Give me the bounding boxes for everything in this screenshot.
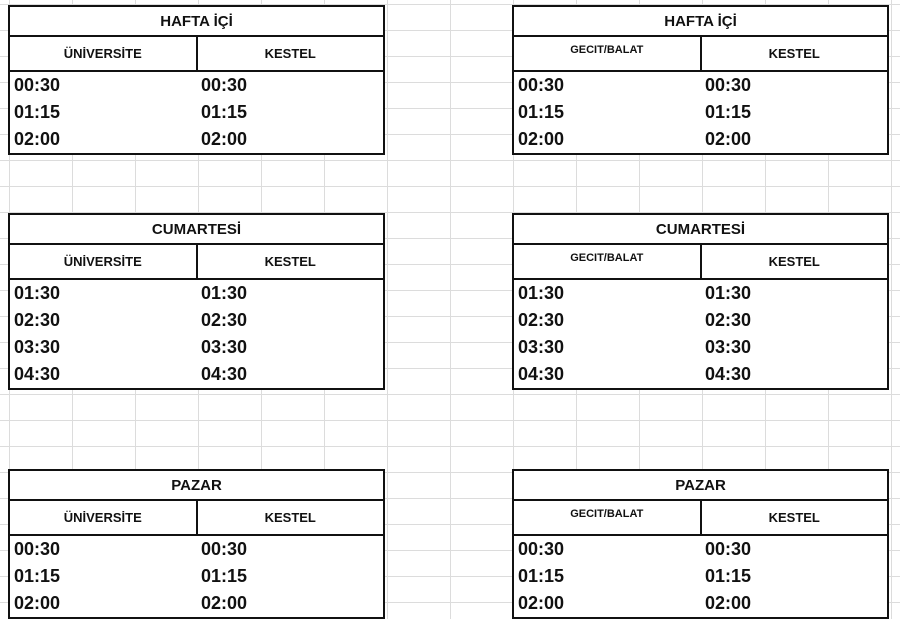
table-row	[10, 590, 383, 617]
column-header-kestel: KESTEL	[264, 254, 316, 269]
time-cell: 01:30	[201, 283, 248, 303]
column-header-origin: ÜNİVERSİTE	[10, 245, 198, 278]
column-header-origin: GECIT/BALAT	[514, 37, 702, 70]
column-header-origin: GECIT/BALAT	[514, 245, 702, 278]
table-row	[10, 280, 383, 307]
time-cell: 03:30	[705, 337, 752, 357]
time-cell: 00:30	[14, 539, 61, 559]
time-cell: 04:30	[705, 364, 752, 384]
schedule-table-sunday-gecit-balat	[512, 469, 889, 619]
table-row	[514, 280, 887, 307]
table-row	[514, 126, 887, 153]
table-title: CUMARTESİ	[514, 215, 887, 245]
table-title: PAZAR	[514, 471, 887, 501]
table-row	[10, 307, 383, 334]
time-cell: 02:30	[201, 310, 248, 330]
time-cell: 01:15	[14, 102, 61, 122]
schedule-table-weekday-universite	[8, 5, 385, 155]
table-row	[514, 536, 887, 563]
time-cell: 02:00	[14, 129, 61, 149]
column-header-origin: GECIT/BALAT	[514, 501, 702, 534]
time-cell: 01:15	[201, 102, 248, 122]
column-header-kestel: KESTEL	[264, 510, 316, 525]
time-cell: 00:30	[201, 539, 248, 559]
time-cell: 01:15	[518, 102, 565, 122]
table-title: HAFTA İÇİ	[514, 7, 887, 37]
column-header-kestel: KESTEL	[768, 510, 820, 525]
time-cell: 02:00	[518, 129, 565, 149]
time-cell: 03:30	[201, 337, 248, 357]
column-header-kestel: KESTEL	[768, 46, 820, 61]
time-cell: 04:30	[201, 364, 248, 384]
table-row	[10, 361, 383, 388]
time-cell: 01:15	[705, 566, 752, 586]
time-cell: 00:30	[14, 75, 61, 95]
time-cell: 00:30	[705, 539, 752, 559]
table-row	[514, 307, 887, 334]
time-cell: 02:30	[518, 310, 565, 330]
table-row	[10, 126, 383, 153]
time-cell: 04:30	[14, 364, 61, 384]
column-header-origin: ÜNİVERSİTE	[10, 37, 198, 70]
time-cell: 01:15	[201, 566, 248, 586]
time-cell: 01:30	[518, 283, 565, 303]
time-cell: 02:00	[705, 593, 752, 613]
time-cell: 01:30	[14, 283, 61, 303]
time-cell: 02:30	[705, 310, 752, 330]
time-cell: 03:30	[14, 337, 61, 357]
table-row	[514, 563, 887, 590]
schedule-table-saturday-gecit-balat	[512, 213, 889, 390]
table-title: CUMARTESİ	[10, 215, 383, 245]
table-row	[514, 99, 887, 126]
table-row	[10, 72, 383, 99]
time-cell: 04:30	[518, 364, 565, 384]
table-title: PAZAR	[10, 471, 383, 501]
table-row	[10, 334, 383, 361]
schedule-table-sunday-universite	[8, 469, 385, 619]
table-row	[514, 590, 887, 617]
schedule-table-saturday-universite	[8, 213, 385, 390]
time-cell: 00:30	[201, 75, 248, 95]
table-row	[10, 563, 383, 590]
column-header-kestel: KESTEL	[768, 254, 820, 269]
table-row	[514, 334, 887, 361]
time-cell: 02:00	[518, 593, 565, 613]
time-cell: 02:00	[14, 593, 61, 613]
table-row	[514, 361, 887, 388]
time-cell: 03:30	[518, 337, 565, 357]
column-header-kestel: KESTEL	[264, 46, 316, 61]
time-cell: 02:30	[14, 310, 61, 330]
time-cell: 00:30	[518, 539, 565, 559]
time-cell: 02:00	[201, 129, 248, 149]
table-row	[514, 72, 887, 99]
time-cell: 02:00	[201, 593, 248, 613]
time-cell: 01:15	[518, 566, 565, 586]
table-title: HAFTA İÇİ	[10, 7, 383, 37]
time-cell: 01:15	[705, 102, 752, 122]
table-row	[10, 536, 383, 563]
time-cell: 02:00	[705, 129, 752, 149]
time-cell: 01:15	[14, 566, 61, 586]
column-header-origin: ÜNİVERSİTE	[10, 501, 198, 534]
time-cell: 00:30	[518, 75, 565, 95]
table-row	[10, 99, 383, 126]
time-cell: 01:30	[705, 283, 752, 303]
time-cell: 00:30	[705, 75, 752, 95]
schedule-table-weekday-gecit-balat	[512, 5, 889, 155]
